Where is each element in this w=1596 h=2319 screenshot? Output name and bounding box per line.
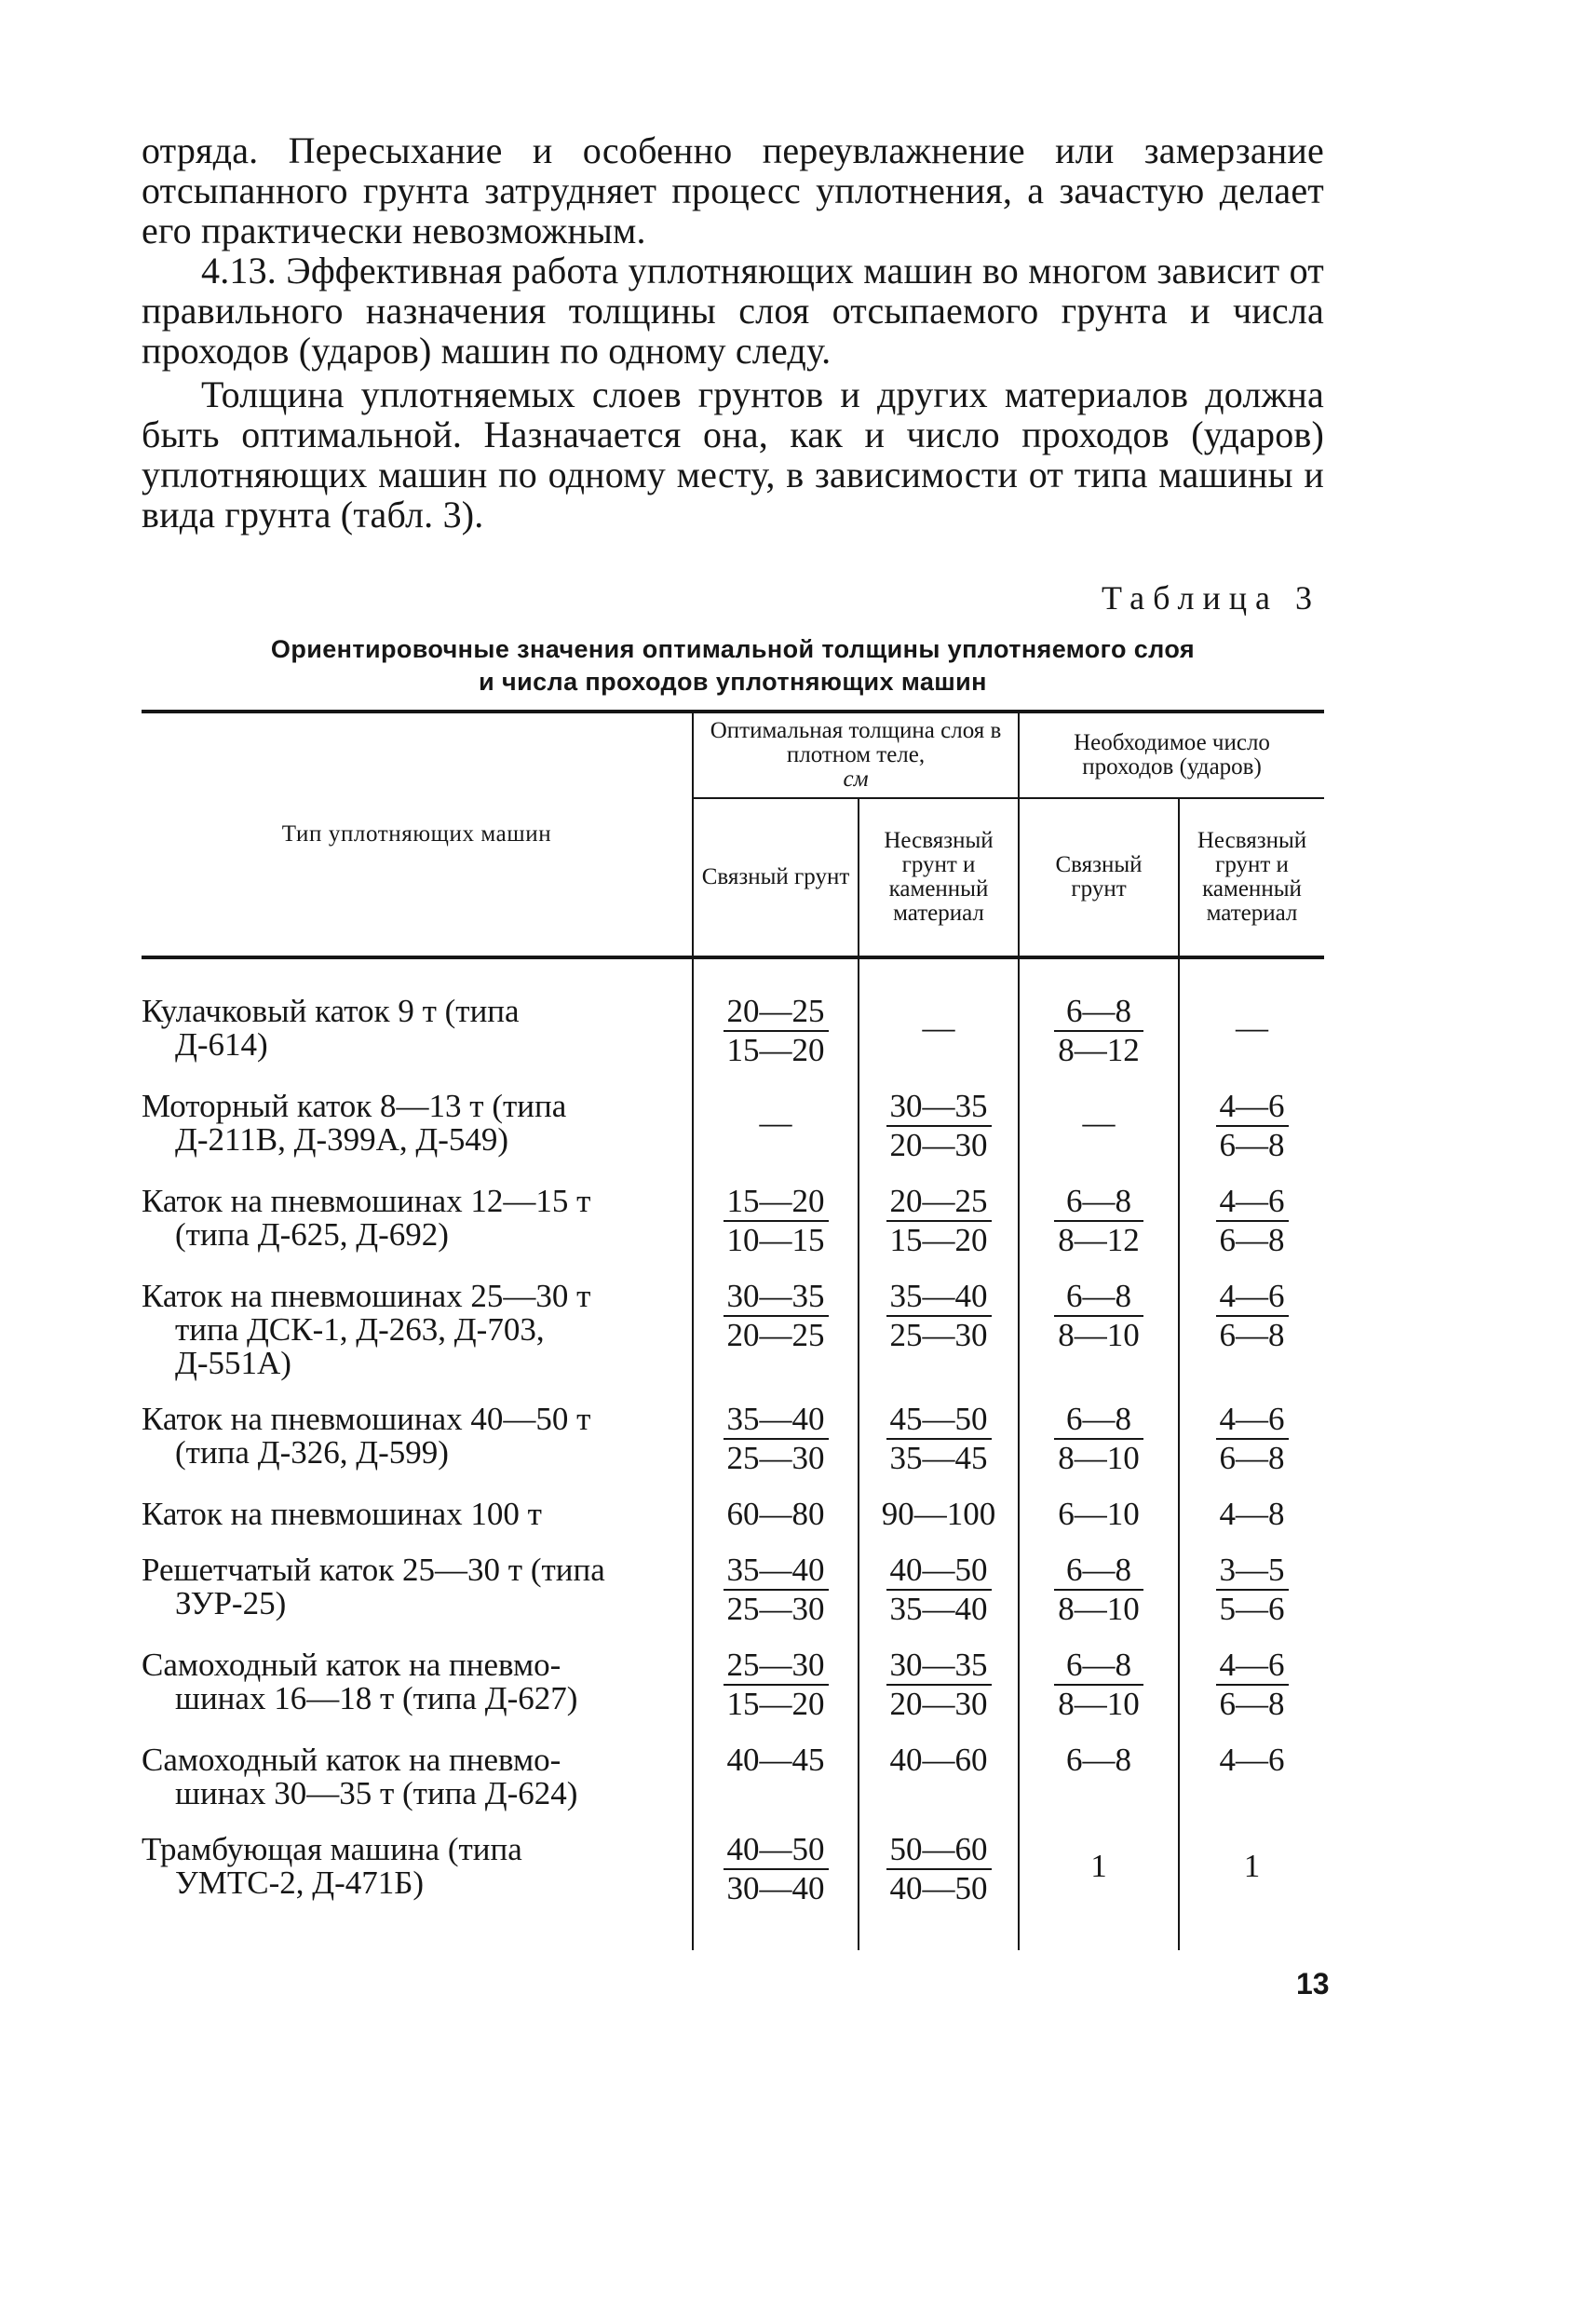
fraction-numerator: 6—8: [1054, 1553, 1143, 1591]
fraction-numerator: 35—40: [724, 1553, 829, 1591]
fraction-denominator: 5—6: [1219, 1591, 1285, 1627]
fraction-denominator: 6—8: [1219, 1317, 1285, 1353]
fraction-value: [724, 1553, 829, 1626]
fraction-denominator: 15—20: [889, 1222, 988, 1258]
table-number: Таблица 3: [1102, 579, 1320, 617]
fraction-denominator: 25—30: [726, 1440, 825, 1476]
fraction-value: [1054, 1648, 1143, 1721]
fraction-value: [1054, 995, 1143, 1067]
fraction-numerator: 6—8: [1054, 1648, 1143, 1686]
fraction-value: [724, 995, 829, 1067]
header-machine-type: Тип уплотняющих машин: [142, 712, 693, 957]
fraction-numerator: 50—60: [886, 1833, 992, 1870]
fraction-numerator: 30—35: [886, 1648, 992, 1686]
value-cell-p-coh: [1019, 1833, 1179, 1950]
value-cell-p-coh: [1019, 1498, 1179, 1553]
fraction-numerator: 6—8: [1054, 1280, 1143, 1317]
machine-name-line: Трамбующая машина (типа: [142, 1831, 522, 1867]
machine-name-line: Каток на пневмошинах 100 т: [142, 1496, 542, 1532]
fraction-value: [724, 1403, 829, 1475]
header-thickness-text: Оптимальная толщина слоя в плотном теле,: [710, 718, 1002, 767]
fraction-denominator: 40—50: [889, 1870, 988, 1906]
fraction-numerator: 40—50: [724, 1833, 829, 1870]
value-cell-t-non: [859, 1185, 1019, 1280]
fraction-value: [724, 1185, 829, 1257]
value-cell-p-non: [1179, 1743, 1324, 1833]
value-cell-t-non: [859, 1648, 1019, 1743]
machine-name-line: Д-614): [175, 1026, 268, 1063]
value-cell-t-coh: [693, 1280, 859, 1403]
fraction-numerator: 4—6: [1216, 1090, 1289, 1127]
fraction-value: [886, 1403, 992, 1475]
plain-value: 4—6: [1219, 1742, 1285, 1778]
fraction-value: [886, 1553, 992, 1626]
fraction-value: [886, 1090, 992, 1162]
header-noncohesive-passes: Несвязный грунт и каменный материал: [1179, 798, 1324, 957]
machine-name: [142, 1648, 693, 1743]
fraction-denominator: 8—10: [1058, 1440, 1140, 1476]
table-row: [142, 1498, 1324, 1553]
fraction-denominator: 6—8: [1219, 1127, 1285, 1163]
value-cell-p-coh: [1019, 1185, 1179, 1280]
fraction-denominator: 6—8: [1219, 1222, 1285, 1258]
fraction-denominator: 8—10: [1058, 1317, 1140, 1353]
fraction-value: [1054, 1185, 1143, 1257]
header-passes: Необходимое число проходов (ударов): [1019, 712, 1324, 798]
fraction-value: [886, 1280, 992, 1352]
fraction-numerator: 30—35: [724, 1280, 829, 1317]
header-cohesive-thickness: Связный грунт: [693, 798, 859, 957]
fraction-value: [724, 1648, 829, 1721]
value-cell-t-non: [859, 957, 1019, 1090]
machine-name: [142, 1403, 693, 1498]
fraction-denominator: 20—30: [889, 1686, 988, 1722]
fraction-denominator: 8—12: [1058, 1222, 1140, 1258]
fraction-value: [724, 1280, 829, 1352]
machine-name: [142, 957, 693, 1090]
machine-name-line: типа ДСК-1, Д-263, Д-703,: [175, 1311, 545, 1348]
fraction-denominator: 20—30: [889, 1127, 988, 1163]
value-cell-t-coh: [693, 1833, 859, 1950]
fraction-value: [886, 1185, 992, 1257]
value-cell-t-non: [859, 1553, 1019, 1648]
table-title: [142, 633, 1324, 698]
fraction-numerator: 15—20: [724, 1185, 829, 1222]
machine-name-line: шинах 16—18 т (типа Д-627): [175, 1680, 578, 1716]
single-value: —: [922, 1010, 955, 1046]
table-row: [142, 957, 1324, 1090]
table-row: [142, 1833, 1324, 1950]
fraction-value: [1216, 1090, 1289, 1162]
machine-name-line: (типа Д-625, Д-692): [175, 1216, 449, 1253]
machine-name: [142, 1185, 693, 1280]
value-cell-t-non: [859, 1090, 1019, 1185]
fraction-value: [724, 1833, 829, 1905]
header-thickness-unit: см: [843, 766, 869, 792]
plain-value: 40—45: [726, 1742, 825, 1778]
fraction-denominator: 15—20: [726, 1032, 825, 1068]
fraction-value: [1216, 1185, 1289, 1257]
fraction-denominator: 30—40: [726, 1870, 825, 1906]
machine-name-line: (типа Д-326, Д-599): [175, 1434, 449, 1471]
fraction-value: [886, 1648, 992, 1721]
fraction-denominator: 8—12: [1058, 1032, 1140, 1068]
fraction-denominator: 8—10: [1058, 1686, 1140, 1722]
fraction-numerator: 45—50: [886, 1403, 992, 1440]
fraction-denominator: 25—30: [726, 1591, 825, 1627]
plain-value: 40—60: [889, 1742, 988, 1778]
machine-name: [142, 1280, 693, 1403]
machine-name-line: Каток на пневмошинах 12—15 т: [142, 1183, 591, 1219]
value-cell-p-coh: [1019, 1648, 1179, 1743]
machine-name: [142, 1498, 693, 1553]
value-cell-p-non: [1179, 1553, 1324, 1648]
plain-value: 90—100: [881, 1496, 996, 1532]
fraction-denominator: 6—8: [1219, 1686, 1285, 1722]
value-cell-p-non: [1179, 1498, 1324, 1553]
fraction-denominator: 6—8: [1219, 1440, 1285, 1476]
value-cell-t-coh: [693, 1090, 859, 1185]
paragraph-2: 4.13. Эффективная работа уплотняющих машин во многом зависит от правильного назначения толщины слоя отсыпаемого грунта и числа проходов (ударов) машин по одному следу.: [142, 250, 1324, 372]
value-cell-p-coh: [1019, 957, 1179, 1090]
machine-name: [142, 1553, 693, 1648]
fraction-numerator: 6—8: [1054, 1403, 1143, 1440]
table-title-line-1: Ориентировочные значения оптимальной толщины уплотняемого слоя: [270, 635, 1196, 663]
single-value: —: [759, 1105, 792, 1141]
fraction-denominator: 20—25: [726, 1317, 825, 1353]
fraction-denominator: 15—20: [726, 1686, 825, 1722]
fraction-denominator: 10—15: [726, 1222, 825, 1258]
fraction-numerator: 4—6: [1216, 1280, 1289, 1317]
page-number: 13: [1296, 1967, 1330, 2000]
machine-name-line: шинах 30—35 т (типа Д-624): [175, 1775, 578, 1811]
compaction-table: [142, 710, 1324, 1950]
fraction-numerator: 35—40: [886, 1280, 992, 1317]
header-cohesive-passes: Связный грунт: [1019, 798, 1179, 957]
value-cell-p-non: [1179, 957, 1324, 1090]
value-cell-t-non: [859, 1833, 1019, 1950]
page: [142, 130, 1324, 1950]
plain-value: 60—80: [726, 1496, 825, 1532]
single-value: —: [1082, 1105, 1116, 1141]
value-cell-p-coh: [1019, 1403, 1179, 1498]
value-cell-t-coh: [693, 1498, 859, 1553]
machine-name-line: Решетчатый каток 25—30 т (типа: [142, 1552, 605, 1588]
paragraph-1: отряда. Пересыхание и особенно переувлажнение или замерзание отсыпанного грунта затрудняет процесс уплотнения, а зачастую делает его практически невозможным.: [142, 129, 1324, 251]
paragraph-3: Толщина уплотняемых слоев грунтов и других материалов должна быть оптимальной. Назначается она, как и число проходов (ударов) уплотняющих машин по одному месту, в зависимости от типа машины и вида грунта (табл. 3).: [142, 373, 1324, 536]
table-title-line-2: и числа проходов уплотняющих машин: [479, 668, 987, 696]
fraction-value: [1216, 1648, 1289, 1721]
plain-value: 4—8: [1219, 1496, 1285, 1532]
value-cell-t-coh: [693, 957, 859, 1090]
table-row: [142, 1553, 1324, 1648]
fraction-numerator: 6—8: [1054, 1185, 1143, 1222]
machine-name-line: УМТС-2, Д-471Б): [175, 1865, 425, 1901]
machine-name: [142, 1833, 693, 1950]
fraction-numerator: 20—25: [724, 995, 829, 1032]
machine-name-line: Д-211В, Д-399А, Д-549): [175, 1121, 509, 1158]
value-cell-p-non: [1179, 1280, 1324, 1403]
value-cell-t-coh: [693, 1553, 859, 1648]
table-row: [142, 1403, 1324, 1498]
table-row: [142, 1280, 1324, 1403]
value-cell-t-non: [859, 1498, 1019, 1553]
fraction-value: [1054, 1403, 1143, 1475]
fraction-numerator: 30—35: [886, 1090, 992, 1127]
machine-name-line: Моторный каток 8—13 т (типа: [142, 1088, 567, 1124]
value-cell-t-coh: [693, 1403, 859, 1498]
value-cell-t-coh: [693, 1185, 859, 1280]
fraction-numerator: 4—6: [1216, 1648, 1289, 1686]
fraction-numerator: 35—40: [724, 1403, 829, 1440]
fraction-numerator: 20—25: [886, 1185, 992, 1222]
fraction-value: [886, 1833, 992, 1905]
value-cell-t-non: [859, 1403, 1019, 1498]
value-cell-p-coh: [1019, 1553, 1179, 1648]
value-cell-p-non: [1179, 1833, 1324, 1950]
value-cell-p-coh: [1019, 1280, 1179, 1403]
table-row: [142, 1648, 1324, 1743]
header-thickness: [693, 712, 1019, 798]
fraction-value: [1054, 1280, 1143, 1352]
fraction-value: [1216, 1403, 1289, 1475]
fraction-numerator: 4—6: [1216, 1185, 1289, 1222]
value-cell-p-non: [1179, 1090, 1324, 1185]
machine-name: [142, 1090, 693, 1185]
table-body: [142, 957, 1324, 1950]
machine-name-line: Каток на пневмошинах 40—50 т: [142, 1401, 591, 1437]
plain-value: 6—8: [1066, 1742, 1132, 1778]
fraction-numerator: 3—5: [1216, 1553, 1289, 1591]
table-row: [142, 1185, 1324, 1280]
fraction-numerator: 25—30: [724, 1648, 829, 1686]
fraction-denominator: 8—10: [1058, 1591, 1140, 1627]
fraction-value: [1216, 1280, 1289, 1352]
value-cell-p-non: [1179, 1648, 1324, 1743]
machine-name-line: Каток на пневмошинах 25—30 т: [142, 1278, 591, 1314]
machine-name: [142, 1743, 693, 1833]
machine-name-line: Кулачковый каток 9 т (типа: [142, 993, 520, 1029]
fraction-denominator: 25—30: [889, 1317, 988, 1353]
fraction-denominator: 35—45: [889, 1440, 988, 1476]
machine-name-line: Д-551А): [175, 1345, 291, 1381]
single-value: —: [1236, 1010, 1269, 1046]
fraction-numerator: 40—50: [886, 1553, 992, 1591]
value-cell-p-non: [1179, 1185, 1324, 1280]
table-row: [142, 1743, 1324, 1833]
fraction-value: [1054, 1553, 1143, 1626]
fraction-value: [1216, 1553, 1289, 1626]
value-cell-p-coh: [1019, 1743, 1179, 1833]
value-cell-p-coh: [1019, 1090, 1179, 1185]
value-cell-t-non: [859, 1743, 1019, 1833]
value-cell-t-coh: [693, 1743, 859, 1833]
single-value: 1: [1243, 1848, 1261, 1884]
value-cell-t-coh: [693, 1648, 859, 1743]
fraction-numerator: 6—8: [1054, 995, 1143, 1032]
table-row: [142, 1090, 1324, 1185]
fraction-denominator: 35—40: [889, 1591, 988, 1627]
machine-name-line: ЗУР-25): [175, 1585, 287, 1621]
value-cell-t-non: [859, 1280, 1019, 1403]
machine-name-line: Самоходный каток на пневмо-: [142, 1742, 561, 1778]
value-cell-p-non: [1179, 1403, 1324, 1498]
machine-name-line: Самоходный каток на пневмо-: [142, 1647, 561, 1683]
plain-value: 6—10: [1058, 1496, 1140, 1532]
header-noncohesive-thickness: Несвязный грунт и каменный материал: [859, 798, 1019, 957]
single-value: 1: [1090, 1848, 1107, 1884]
fraction-numerator: 4—6: [1216, 1403, 1289, 1440]
